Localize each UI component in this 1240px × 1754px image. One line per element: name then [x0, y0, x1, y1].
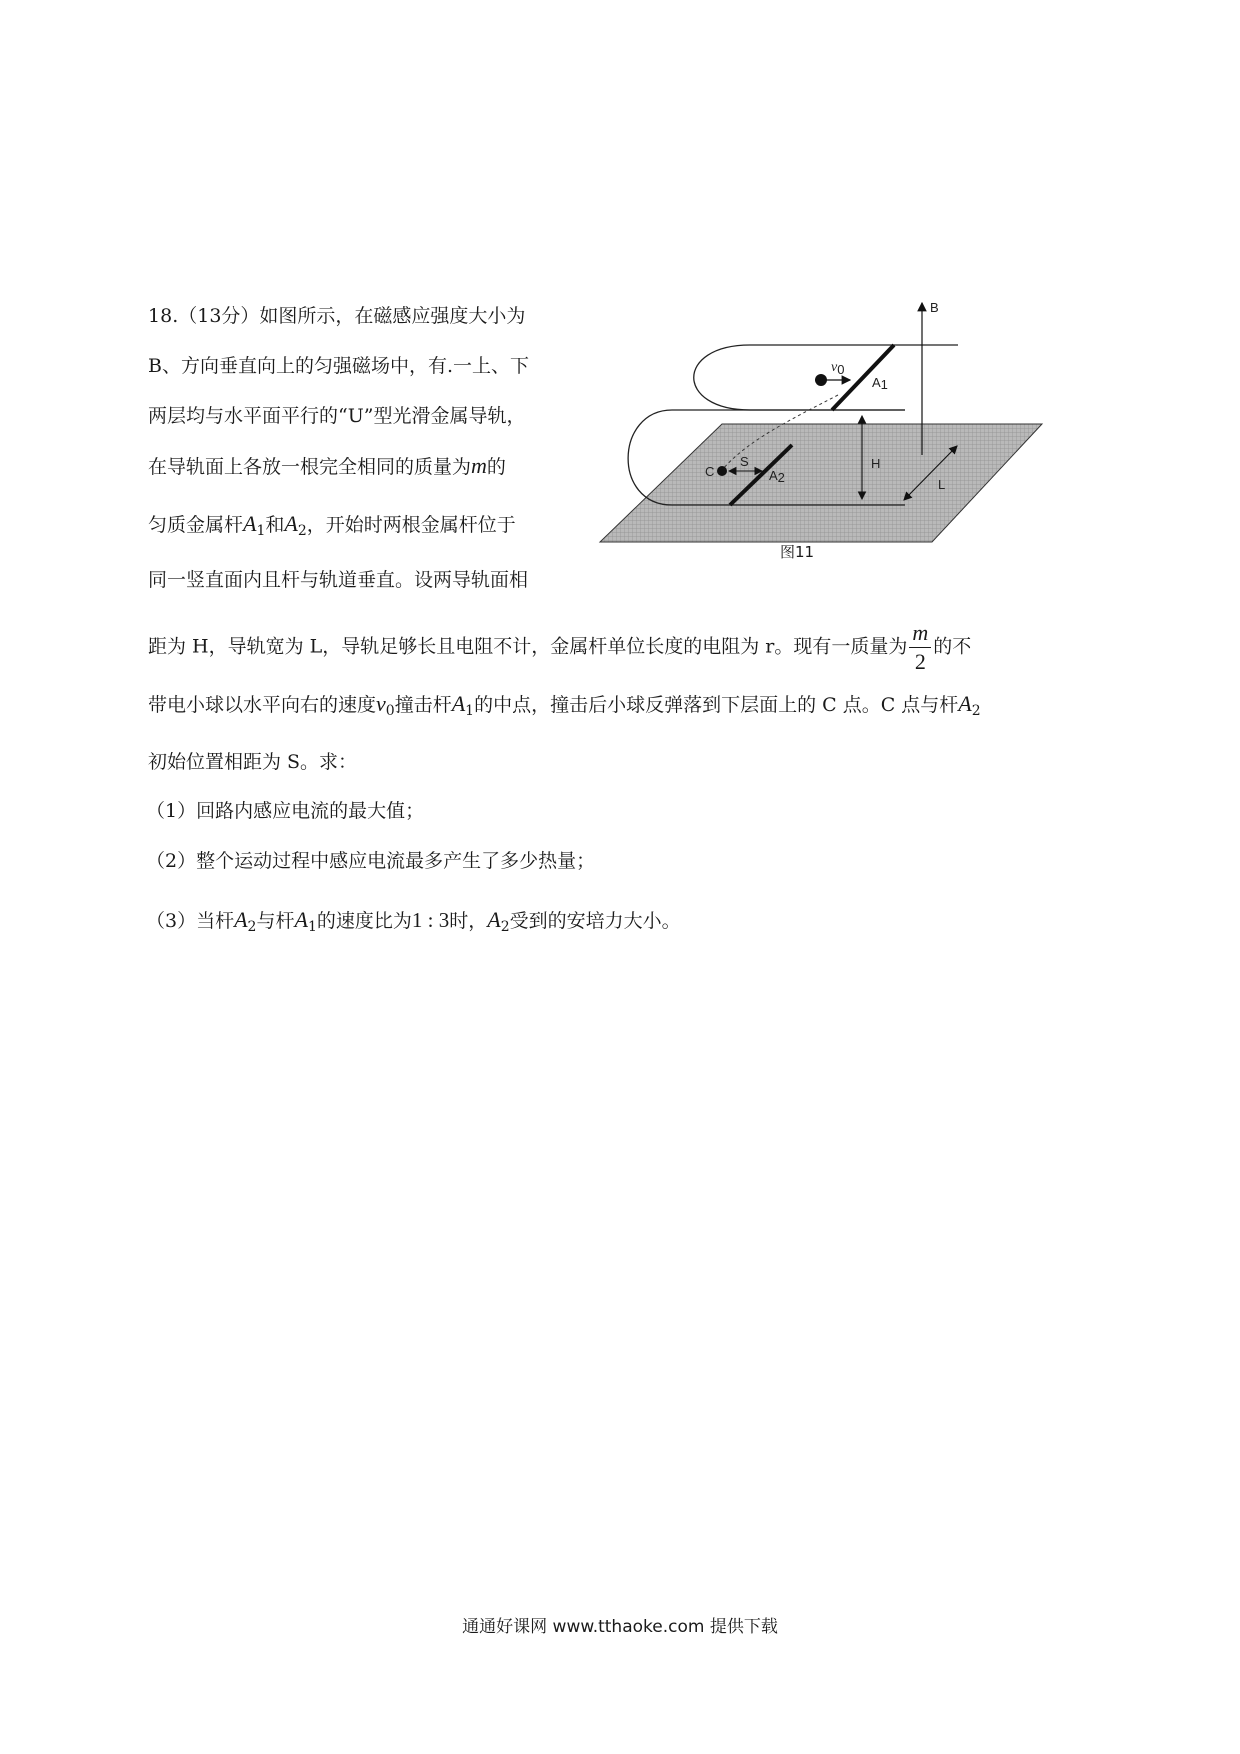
- problem-line-4: 在导轨面上各放一根完全相同的质量为m的: [148, 453, 506, 478]
- label-s: S: [740, 454, 749, 469]
- label-c: C: [705, 464, 715, 479]
- label-b: B: [930, 300, 939, 315]
- point-c: [717, 466, 727, 476]
- problem-number: 18: [148, 305, 173, 327]
- problem-line-3: 两层均与水平面平行的“U”型光滑金属导轨，: [148, 405, 526, 427]
- question-2: （2）整个运动过程中感应电流最多产生了多少热量；: [146, 850, 596, 872]
- ratio-value: 1 : 3: [411, 908, 450, 932]
- problem-line-1: 18.（13分）如图所示，在磁感应强度大小为: [148, 305, 526, 327]
- label-h: H: [871, 456, 881, 471]
- lower-plane: [600, 424, 1042, 542]
- problem-line-8: 带电小球以水平向右的速度$v_0$撞击杆$A_1$的中点，撞击后小球反弹落到下层面上的 C 点。C 点与杆$A_2$: [148, 691, 981, 719]
- problem-line-7: 距为 H，导轨宽为 L，导轨足够长且电阻不计，金属杆单位长度的电阻为 r。现有一质量为 $\frac{m}{2}$ 的不: [148, 620, 972, 674]
- problem-line-9: 初始位置相距为 S。求：: [148, 751, 358, 773]
- page-footer: 通通好课网 www.tthaoke.com 提供下载: [462, 1617, 778, 1637]
- problem-line-5: 匀质金属杆$A_1$和$A_2$，开始时两根金属杆位于: [148, 511, 516, 539]
- question-3: （3）当杆$A_2$与杆$A_1$的速度比为1 : 3时，$A_2$受到的安培力大小。: [146, 907, 681, 935]
- figure-caption: 图11: [780, 543, 815, 561]
- label-l: L: [938, 477, 946, 492]
- fraction-m-over-2: $\frac{m}{2}$: [909, 622, 931, 673]
- rail-diagram: [596, 296, 1056, 546]
- problem-points: （13分）: [178, 305, 260, 327]
- problem-line-6: 同一竖直面内且杆与轨道垂直。设两导轨面相: [148, 569, 529, 591]
- problem-line-2: B、方向垂直向上的匀强磁场中，有.一上、下: [148, 355, 530, 377]
- label-a1: A1: [872, 375, 888, 392]
- label-v0: v0: [831, 360, 845, 377]
- ball: [815, 374, 827, 386]
- label-a2: A2: [769, 468, 785, 485]
- question-1: （1）回路内感应电流的最大值；: [146, 800, 425, 822]
